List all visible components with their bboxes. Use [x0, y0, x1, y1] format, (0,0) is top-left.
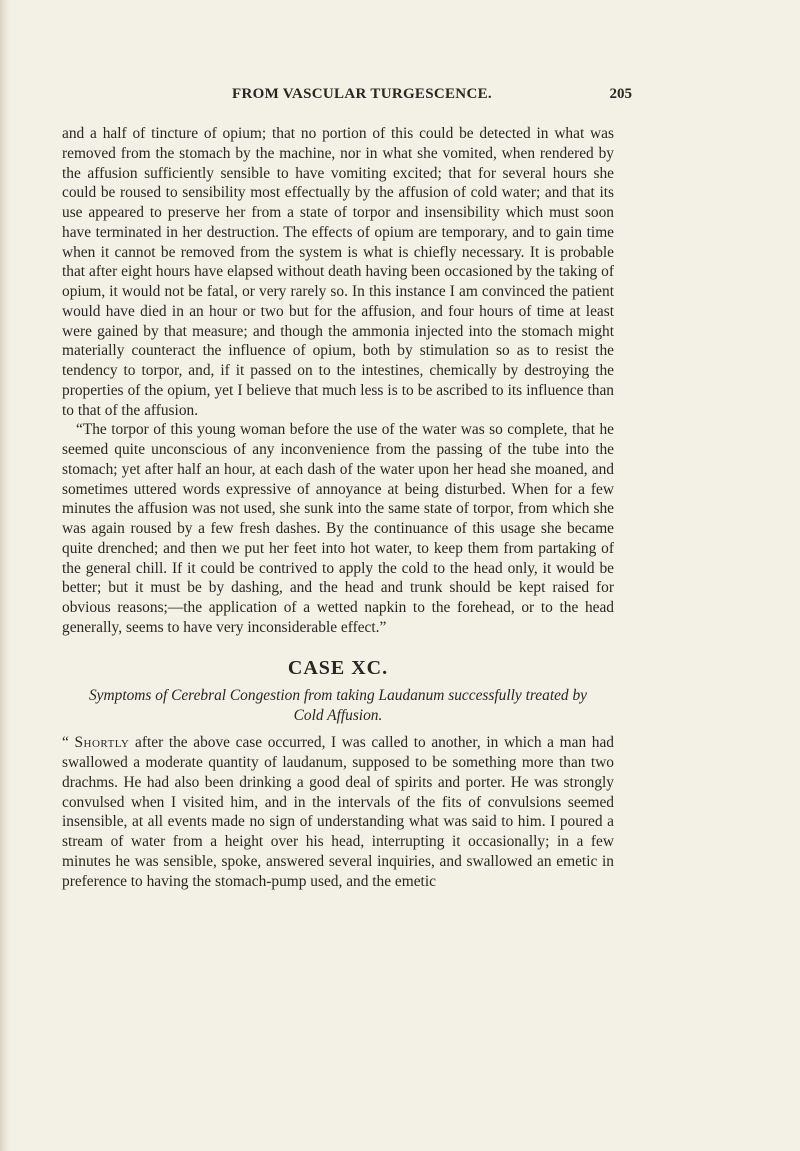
- running-head: FROM VASCULAR TURGESCENCE.: [232, 86, 492, 102]
- lead-word: Shortly: [74, 734, 130, 752]
- page-edge: [0, 0, 10, 1151]
- case-subheading: Symptoms of Cerebral Congestion from taking Laudanum successfully treated by Cold Affusion.: [88, 687, 587, 724]
- opening-quote: “: [62, 734, 75, 752]
- case-text: after the above case occurred, I was called to another, in which a man had swallowed a moderate quantity of laudanum, supposed to be something more than two drachms. He had also been drinking a good deal of spirits and porter. He was strongly convulsed when I visited him, and in the intervals of the fits of convulsions seemed insensible, at all events made no sign of understanding what was said to him. I poured a stream of water from a height over his head, interrupting it occasionally; in a few minutes he was sensible, spoke, answered several inquiries, and swallowed an emetic in preference to having the stomach-pump used, and the emetic: [62, 734, 614, 890]
- page-header: [62, 86, 632, 110]
- case-heading: CASE XC.: [287, 656, 389, 679]
- case-paragraph: [62, 733, 614, 891]
- page-body: [62, 124, 614, 891]
- page-number: 205: [609, 86, 632, 102]
- paragraph-torpor: “The torpor of this young woman before the use of the water was so complete, that he seemed quite unconscious of any inconvenience from the passing of the tube into the stomach; yet after half an hour, at each dash of the water upon her head she moaned, and sometimes uttered words expressive of annoyance at being disturbed. When for a few minutes the affusion was not used, she sunk into the same state of torpor, from which she was again roused by a few fresh dashes. By the continuance of this usage she became quite drenched; and then we put her feet into hot water, to keep them from partaking of the general chill. If it could be contrived to apply the cold to the head only, it would be better; but it must be by dashing, and the head and trunk should be kept raised for obvious reasons;—the application of a wetted napkin to the forehead, or to the head generally, seems to have very inconsiderable effect.”: [62, 421, 614, 636]
- paragraph-opium-effects: and a half of tincture of opium; that no portion of this could be detected in what was removed from the stomach by the machine, nor in what she vomited, when rendered by the affusion sufficiently sensible to have vomiting excited; that for several hours she could be roused to sensibility most effectually by the affusion of cold water; and that its use appeared to preserve her from a state of torpor and insensibility which must soon have terminated in her destruction. The effects of opium are temporary, and to gain time when it cannot be removed from the system is what is chiefly necessary. It is probable that after eight hours have elapsed without death having been occasioned by the taking of opium, it would not be fatal, or very rarely so. In this instance I am convinced the patient would have died in an hour or two but for the affusion, and four hours of time at least were gained by that measure; and though the ammonia injected into the stomach might materially counteract the influence of opium, both by stimulation so as to resist the tendency to torpor, and, if it passed on to the intestines, chemically by destroying the properties of the opium, yet I believe that much less is to be ascribed to its influence than to that of the affusion.: [62, 125, 614, 419]
